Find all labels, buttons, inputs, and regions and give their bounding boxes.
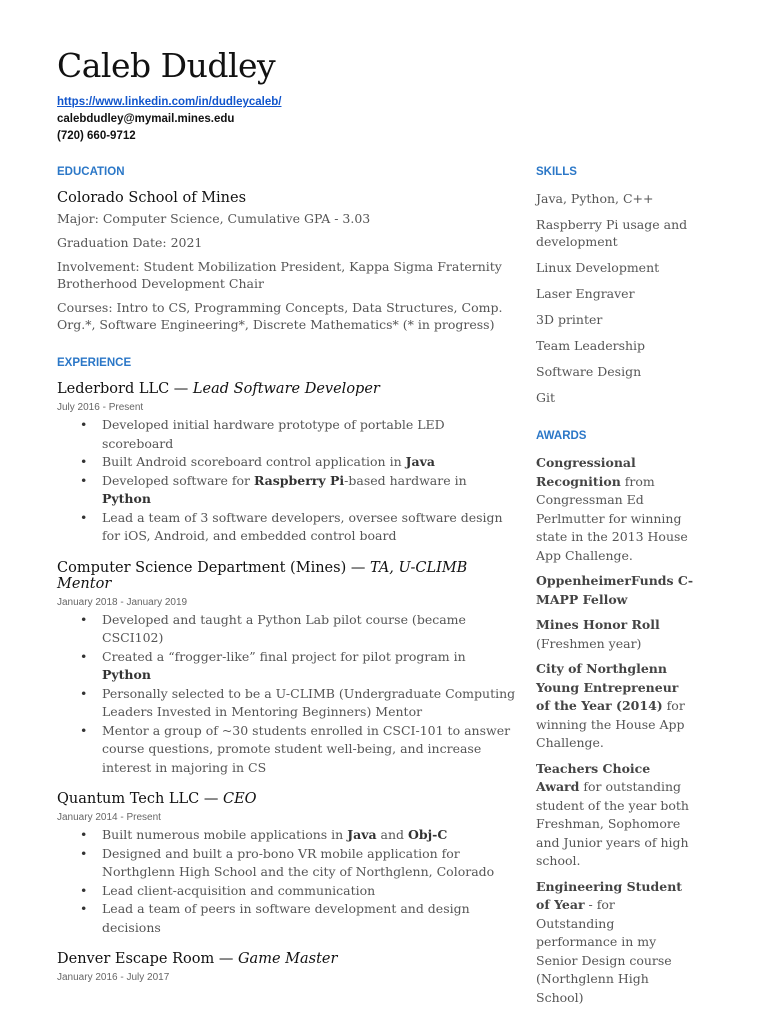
award-item [536,454,696,565]
job-header [57,951,517,967]
job-bullet: • Personally selected to be a U-CLIMB (Undergraduate Computing Leaders Invested in Mentoring Beginners) Mentor [102,685,517,722]
job-company: Lederbord LLC [57,381,170,397]
job-bullet: • Developed initial hardware prototype of portable LED scoreboard [102,416,517,453]
award-item [536,760,696,871]
job-company: Denver Escape Room [57,951,215,967]
education-major: Major: Computer Science, Cumulative GPA - 3.03 [57,211,371,226]
skill-item: Laser Engraver [536,286,635,301]
skill-item: 3D printer [536,312,603,327]
experience-list [57,381,517,983]
awards-heading: AWARDS [536,430,587,442]
job-date: January 2018 - January 2019 [57,596,188,608]
job-bullets [57,416,517,546]
job-bullet: • Lead client-acquisition and communication [102,882,517,901]
awards-list [536,454,696,1007]
job-header [57,791,517,807]
job-role: TA, U-CLIMB Mentor [57,559,468,592]
skill-item: Team Leadership [536,338,646,353]
skill-item: Git [536,390,556,405]
award-title: OppenheimerFunds C-MAPP Fellow [536,573,694,607]
award-title: City of Northglenn Young Entrepreneur of the Year (2014) [536,661,679,713]
award-title: Mines Honor Roll [536,617,660,632]
highlight-term: Java [405,454,435,469]
award-detail: for winning the House App Challenge. [536,698,685,750]
contact-block [57,94,282,145]
job-entry [57,381,517,546]
job-bullet: • Developed and taught a Python Lab pilot course (became CSCI102) [102,611,517,648]
job-date: July 2016 - Present [57,402,144,413]
award-item [536,660,696,753]
job-header [57,381,517,397]
side-column [536,160,696,1014]
job-role: Game Master [237,951,338,967]
job-bullet: • Designed and built a pro-bono VR mobile application for Northglenn High School and the city of Northglenn, Colorado [102,845,517,882]
experience-heading: EXPERIENCE [57,357,132,369]
award-item [536,616,696,653]
email-text: calebdudley@mymail.mines.edu [57,113,235,125]
job-bullet: • Created a “frogger-like” final project for pilot program in Python [102,648,517,685]
job-company: Quantum Tech LLC [57,791,200,807]
highlight-term: Python [102,491,151,506]
education-graduation: Graduation Date: 2021 [57,235,203,250]
highlight-term: Java [347,827,377,842]
award-title: Engineering Student of Year [536,878,683,912]
job-date: January 2014 - Present [57,812,161,823]
job-company: Computer Science Department (Mines) [57,559,347,576]
job-separator: — [169,381,193,397]
award-detail: from Congressman Ed Perlmutter for winning state in the 2013 House App Challenge. [536,473,688,563]
job-entry [57,560,517,778]
award-detail: - for Outstanding performance in my Senior Design course (Northglenn High School) [536,897,672,1005]
highlight-term: Obj-C [408,827,448,842]
job-entry [57,951,517,983]
skill-item: Software Design [536,364,642,379]
education-involvement: Involvement: Student Mobilization President, Kappa Sigma Fraternity Brotherhood Development Chair [57,259,502,291]
job-separator: — [199,791,223,807]
job-role: Lead Software Developer [192,381,380,397]
job-entry [57,791,517,937]
job-bullet: • Built Android scoreboard control application in Java [102,453,517,472]
highlight-term: Python [102,667,151,682]
job-role: CEO [223,791,257,807]
job-bullets [57,826,517,937]
highlight-term: Raspberry Pi [253,472,345,488]
job-bullet: • Built numerous mobile applications in Java and Obj-C [102,826,517,845]
job-header [57,560,517,592]
award-title: Congressional Recognition [536,455,636,489]
job-date: January 2016 - July 2017 [57,972,170,983]
skills-heading: SKILLS [536,166,577,178]
phone-text: (720) 660-9712 [57,130,136,142]
award-item [536,572,696,609]
job-separator: — [346,559,370,576]
resume-name: Caleb Dudley [57,46,276,85]
award-title: Teachers Choice Award [536,760,651,794]
education-heading: EDUCATION [57,166,125,178]
school-name: Colorado School of Mines [57,190,247,206]
award-item [536,878,696,1008]
job-bullet: • Lead a team of 3 software developers, oversee software design for iOS, Android, and embedded control board [102,509,517,546]
job-bullets [57,611,517,778]
linkedin-link[interactable]: https://www.linkedin.com/in/dudleycaleb/ [57,96,282,108]
award-detail: for outstanding student of the year both Freshman, Sophomore and Junior years of high school. [536,779,689,868]
skill-item: Java, Python, C++ [536,191,654,206]
education-courses: Courses: Intro to CS, Programming Concepts, Data Structures, Comp. Org.*, Software Engineering*, Discrete Mathematics* (* in progress) [57,300,503,332]
skill-item: Linux Development [536,260,660,275]
skills-list [536,190,696,406]
job-bullet: • Lead a team of peers in software development and design decisions [102,900,517,937]
job-bullet: • Developed software for Raspberry Pi-based hardware in Python [102,472,517,509]
job-separator: — [214,951,238,967]
skill-item: Raspberry Pi usage and development [536,217,688,249]
job-bullet: • Mentor a group of ~30 students enrolled in CSCI-101 to answer course questions, promote student well-being, and increase interest in majoring in CS [102,722,517,778]
award-detail: (Freshmen year) [536,635,642,651]
main-column [57,160,517,997]
